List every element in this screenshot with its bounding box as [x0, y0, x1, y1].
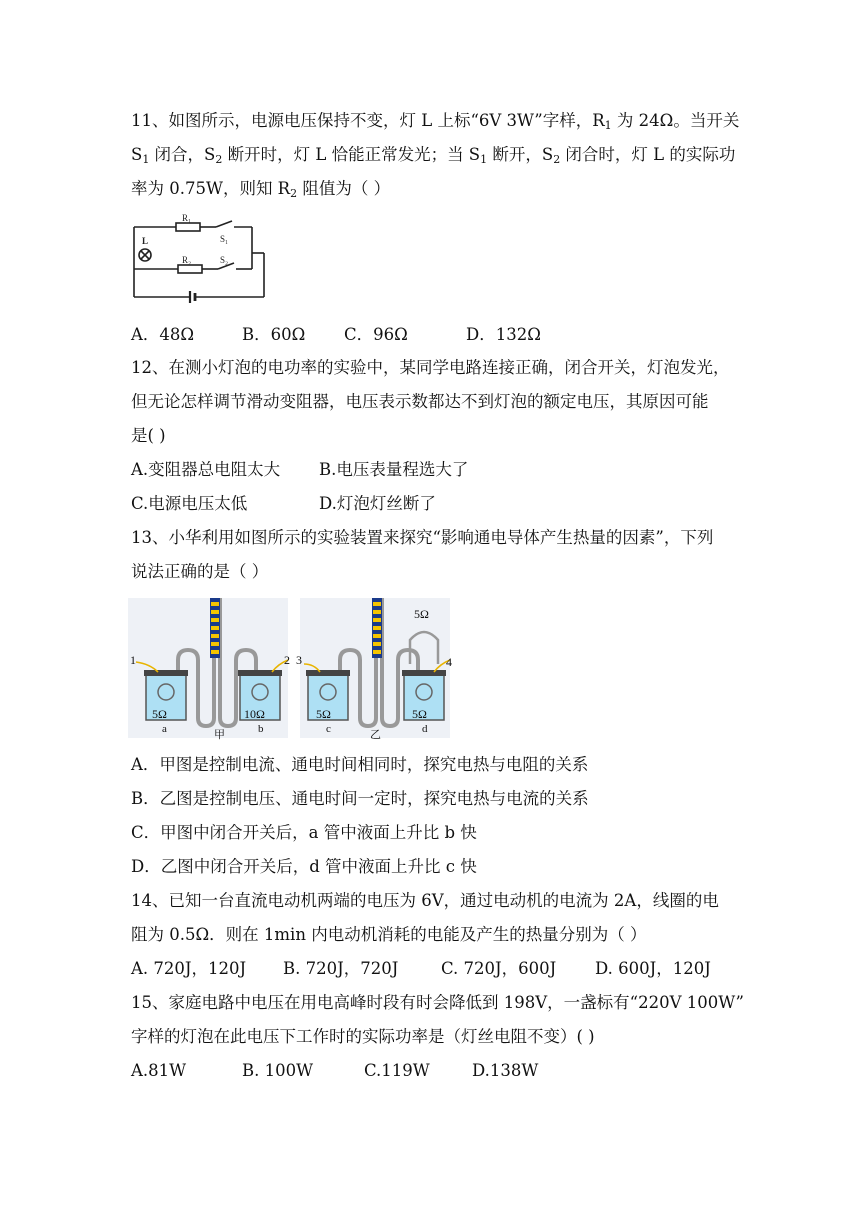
- q14-line-1: 14、已知一台直流电动机两端的电压为 6V，通过电动机的电流为 2A，线圈的电: [131, 891, 719, 910]
- q13-option-d: D．乙图中闭合开关后，d 管中液面上升比 c 快: [131, 857, 477, 876]
- q13-resistor-c: 5Ω: [316, 707, 331, 721]
- q11-option-c: C．96Ω: [344, 325, 408, 344]
- q11-option-d: D．132Ω: [466, 325, 541, 344]
- q15-line-1: 15、家庭电路中电压在用电高峰时段有时会降低到 198V，一盏标有“220V 100W”: [131, 993, 744, 1012]
- q14-line-2: 阻为 0.5Ω．则在 1min 内电动机消耗的电能及产生的热量分别为（ ）: [131, 925, 647, 944]
- q13-option-b: B．乙图是控制电压、通电时间一定时，探究电热与电流的关系: [131, 789, 589, 808]
- q12-line-2: 但无论怎样调节滑动变阻器，电压表示数都达不到灯泡的额定电压，其原因可能: [131, 392, 709, 411]
- q14-option-d: D. 600J，120J: [595, 959, 711, 978]
- q13-line-1: 13、小华利用如图所示的实验装置来探究“影响通电导体产生热量的因素”，下列: [131, 528, 714, 547]
- q11-circuit-diagram: [128, 213, 270, 305]
- q11-label-lamp: L: [142, 236, 149, 246]
- q15-option-d: D.138W: [472, 1061, 539, 1080]
- q15-option-b: B. 100W: [242, 1061, 314, 1080]
- q13-label-yi: 乙: [370, 729, 381, 741]
- q15-option-a: A.81W: [131, 1061, 187, 1080]
- q11-option-b: B．60Ω: [242, 325, 306, 344]
- q13-option-a: A．甲图是控制电流、通电时间相同时，探究电热与电阻的关系: [131, 755, 589, 774]
- q13-terminal-1: 1: [130, 653, 136, 667]
- q13-experiment-diagram: [128, 594, 470, 742]
- q13-container-d: d: [422, 723, 428, 735]
- q14-option-a: A. 720J，120J: [131, 959, 247, 978]
- q13-resistor-b: 10Ω: [244, 707, 265, 721]
- q13-label-jia: 甲: [214, 729, 225, 741]
- q11-label-r2: R₂: [182, 255, 192, 265]
- q12-option-a: A.变阻器总电阻太大: [131, 460, 281, 479]
- q12-option-c: C.电源电压太低: [131, 494, 248, 513]
- q12-option-d: D.灯泡灯丝断了: [319, 494, 436, 513]
- q11-line-2: $S_1$ 闭合，$S_2$ 断开时，灯 L 恰能正常发光；当 $S_1$ 断开，$S_2$ 闭合时，灯 L 的实际功: [131, 145, 736, 166]
- q11-label-s1: S₁: [220, 234, 229, 244]
- q13-terminal-2: 2: [284, 653, 290, 667]
- q15-option-c: C.119W: [364, 1061, 430, 1080]
- q13-container-b: b: [258, 723, 264, 735]
- q12-option-b: B.电压表量程选大了: [319, 460, 469, 479]
- q13-terminal-4: 4: [446, 655, 452, 669]
- q12-line-1: 12、在测小灯泡的电功率的实验中，某同学电路连接正确，闭合开关，灯泡发光，: [131, 358, 730, 377]
- q11-line-3: 率为 0.75W，则知 $R_2$ 阻值为（ ）: [131, 179, 391, 200]
- q11-line-1: 11、如图所示，电源电压保持不变，灯 L 上标“6V 3W”字样，$R_1$ 为 24Ω。当开关: [131, 111, 740, 132]
- q13-terminal-3: 3: [296, 653, 302, 667]
- q13-outer-resistor: 5Ω: [414, 607, 429, 621]
- q12-line-3: 是( ): [131, 426, 166, 445]
- q11-option-a: A．48Ω: [131, 325, 195, 344]
- q13-resistor-a: 5Ω: [152, 707, 167, 721]
- q11-label-r1: R₁: [182, 213, 192, 223]
- q13-container-a: a: [162, 723, 167, 735]
- q14-option-c: C. 720J，600J: [441, 959, 557, 978]
- q13-container-c: c: [326, 723, 331, 735]
- q13-resistor-d: 5Ω: [412, 707, 427, 721]
- q13-option-c: C．甲图中闭合开关后，a 管中液面上升比 b 快: [131, 823, 477, 842]
- q11-label-s2: S₂: [220, 255, 229, 265]
- q15-line-2: 字样的灯泡在此电压下工作时的实际功率是（灯丝电阻不变）( ): [131, 1027, 595, 1046]
- q13-line-2: 说法正确的是（ ）: [131, 562, 269, 581]
- q14-option-b: B. 720J，720J: [283, 959, 399, 978]
